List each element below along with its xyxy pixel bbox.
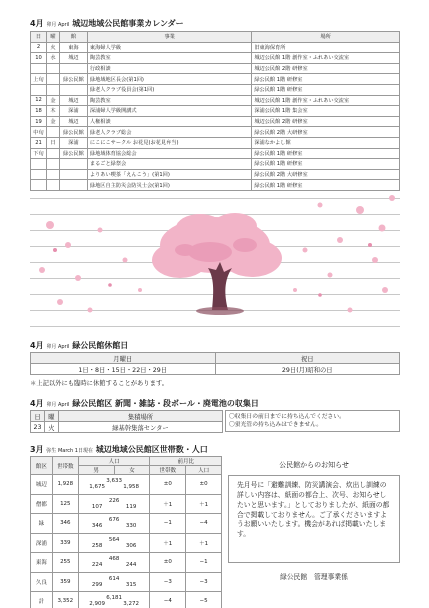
population-total: 614 xyxy=(108,575,120,582)
cell-place: 深浦なかよし館 xyxy=(252,137,400,148)
cell-population xyxy=(78,494,150,514)
header-female: 女 xyxy=(114,466,150,475)
cell-place: 深浦公民館 1階 集会室 xyxy=(252,106,400,117)
header-district: 館区 xyxy=(31,457,53,475)
cell-event: 人権相談 xyxy=(87,116,251,127)
cell-district: 緑 xyxy=(31,514,53,534)
cell-hall: 深浦 xyxy=(59,106,87,117)
cell-dow: 水 xyxy=(46,53,59,64)
collection-notes xyxy=(225,410,400,432)
cell-place: 緑公民館 2階 大研修室 xyxy=(252,169,400,180)
cell-hall: 城辺 xyxy=(59,116,87,127)
cell-population xyxy=(78,514,150,534)
calendar-row xyxy=(31,159,400,170)
population-male: 299 xyxy=(91,581,103,588)
cell-dow: 火 xyxy=(46,42,59,53)
calendar-row xyxy=(31,169,400,180)
population-title: 3月 弥生 March 1日現在 城辺地域公民館区世帯数・人口 xyxy=(30,445,208,454)
cell-event: 緑老人クラブ総会 xyxy=(87,127,251,138)
population-row xyxy=(31,553,222,573)
cell-hall xyxy=(59,159,87,170)
cell-place: 旧東海保育所 xyxy=(252,42,400,53)
cell-population xyxy=(78,475,150,495)
cell-day xyxy=(31,159,47,170)
cell-hall: 緑公民館 xyxy=(59,148,87,159)
cell-event: 緑地区自主防災会防災士会(第1回) xyxy=(87,180,251,191)
cell-population xyxy=(78,553,150,573)
cell-households: 346 xyxy=(52,514,78,534)
cell-households: 1,928 xyxy=(52,475,78,495)
calendar-title: 4月 卯月 April 城辺地域公民館事業カレンダー xyxy=(30,19,184,28)
cell-population xyxy=(78,533,150,553)
cell-hh-diff: −3 xyxy=(150,572,186,592)
population-male-female xyxy=(79,484,150,490)
header-dow: 曜 xyxy=(44,411,58,422)
calendar-row xyxy=(31,148,400,159)
population-total: 676 xyxy=(108,517,120,524)
cherry-tree-icon xyxy=(30,190,400,335)
closed-days-row xyxy=(31,364,400,375)
cell-day: 10 xyxy=(31,53,47,64)
cell-dow xyxy=(46,159,59,170)
cell-day: 18 xyxy=(31,106,47,117)
cell-dow: 木 xyxy=(46,106,59,117)
notice-panel xyxy=(228,460,400,581)
population-table xyxy=(30,456,222,608)
header-day: 日 xyxy=(31,411,45,422)
cell-event: 陶芸教室 xyxy=(87,95,251,106)
closed-days-table xyxy=(30,352,400,375)
population-male: 1,675 xyxy=(89,484,105,491)
cell-day: 12 xyxy=(31,95,47,106)
cell-pop-diff: −1 xyxy=(186,553,222,573)
cell-place: 緑公民館 1階 研修室 xyxy=(252,84,400,95)
cell-event: 陶芸教室 xyxy=(87,53,251,64)
cell-district: 僧都 xyxy=(31,494,53,514)
header-monday: 月曜日 xyxy=(31,353,216,364)
cell-hall: 緑公民館 xyxy=(59,127,87,138)
cell-hall: 東海 xyxy=(59,42,87,53)
cell-district: 計 xyxy=(31,592,53,608)
cell-hall: 深浦 xyxy=(59,137,87,148)
cell-pop-diff: −4 xyxy=(186,514,222,534)
population-total: 6,181 xyxy=(106,595,122,602)
cell-hall xyxy=(59,84,87,95)
cell-event: 行政相談 xyxy=(87,63,251,74)
cell-hall: 城辺 xyxy=(59,95,87,106)
population-total: 468 xyxy=(108,556,120,563)
cell-households: 339 xyxy=(52,533,78,553)
cell-hall: 緑公民館 xyxy=(59,74,87,85)
header-male: 男 xyxy=(78,466,114,475)
cell-households: 359 xyxy=(52,572,78,592)
calendar-row xyxy=(31,127,400,138)
cell-hh-diff: ＋1 xyxy=(150,494,186,514)
population-female: 1,958 xyxy=(123,484,139,491)
cell-population xyxy=(78,592,150,608)
population-male: 224 xyxy=(91,562,103,569)
header-event: 事業 xyxy=(87,32,251,43)
population-row xyxy=(31,572,222,592)
header-place: 場所 xyxy=(252,32,400,43)
calendar-row xyxy=(31,137,400,148)
calendar-header-row xyxy=(31,32,400,43)
population-male-female xyxy=(79,562,150,568)
cell-hh-diff: ±0 xyxy=(150,553,186,573)
collection-place: 緑基幹集落センター xyxy=(58,422,222,433)
cell-households: 125 xyxy=(52,494,78,514)
population-male: 346 xyxy=(91,523,103,530)
cell-day xyxy=(31,63,47,74)
population-total: 3,633 xyxy=(106,478,122,485)
cell-dow xyxy=(46,148,59,159)
collection-table xyxy=(30,410,223,433)
population-total: 564 xyxy=(108,536,120,543)
notice-signature: 緑公民館 管理事業係 xyxy=(280,573,348,581)
collection-header-row xyxy=(31,411,223,422)
header-vs-last-month: 前月比 xyxy=(150,457,222,466)
calendar-row xyxy=(31,116,400,127)
cell-place: 緑公民館 2階 大研修室 xyxy=(252,127,400,138)
notice-body: 先月号に「避難訓練、防災講演会、炊出し訓練の詳しい内容は、紙面の都合上、次号、お知らせしたいと思います。」としておりましたが、紙面の都合で掲載しておりません。ご了承くださいますようお願いいたします。機会があれば掲載いたします。 xyxy=(228,475,400,563)
population-row xyxy=(31,514,222,534)
calendar-row xyxy=(31,84,400,95)
population-total: 226 xyxy=(108,497,120,504)
cell-day xyxy=(31,169,47,180)
collection-note-1: 〇収集日の前日までに持ち込んでください。 xyxy=(229,414,345,420)
cell-event: 深浦婦人学級開講式 xyxy=(87,106,251,117)
collection-title: 4月 卯月 April 緑公民館区 新聞・雑誌・段ボール・廃電池の収集日 xyxy=(30,399,259,408)
holiday-dates: 29日(月)昭和の日 xyxy=(215,364,400,375)
population-male-female xyxy=(79,523,150,529)
cell-hh-diff: ＋1 xyxy=(150,533,186,553)
cell-households: 255 xyxy=(52,553,78,573)
header-hall: 館 xyxy=(59,32,87,43)
cell-day: 下旬 xyxy=(31,148,47,159)
population-female: 3,272 xyxy=(123,601,139,608)
header-day: 日 xyxy=(31,32,47,43)
population-row xyxy=(31,475,222,495)
cell-district: 城辺 xyxy=(31,475,53,495)
collection-day: 23 xyxy=(31,422,45,433)
cell-hall: 城辺 xyxy=(59,53,87,64)
cell-day: 上旬 xyxy=(31,74,47,85)
cell-pop-diff: ＋1 xyxy=(186,533,222,553)
cell-event: 緑地域地区長会(第1回) xyxy=(87,74,251,85)
cell-hh-diff: −4 xyxy=(150,592,186,608)
calendar-row xyxy=(31,53,400,64)
population-male-female xyxy=(79,504,150,510)
header-place: 集積場所 xyxy=(58,411,222,422)
event-calendar-table xyxy=(30,31,400,191)
cell-day: 19 xyxy=(31,116,47,127)
cell-district: 東海 xyxy=(31,553,53,573)
cell-district: 久良 xyxy=(31,572,53,592)
cell-dow: 金 xyxy=(46,95,59,106)
cell-place: 緑公民館 1階 研修室 xyxy=(252,74,400,85)
population-male: 107 xyxy=(91,503,103,510)
cell-place: 緑公民館 1階 研修室 xyxy=(252,148,400,159)
population-header-row-1 xyxy=(31,457,222,466)
closed-days-header-row xyxy=(31,353,400,364)
population-male-female xyxy=(79,582,150,588)
calendar-row xyxy=(31,42,400,53)
cell-district: 深浦 xyxy=(31,533,53,553)
population-female: 119 xyxy=(125,503,137,510)
header-pop-diff: 人口 xyxy=(186,466,222,475)
cell-place: 城辺公民館 2階 研修室 xyxy=(252,63,400,74)
cell-place: 城辺公民館 2階 研修室 xyxy=(252,116,400,127)
closed-days-title: 4月 卯月 April 緑公民館休館日 xyxy=(30,341,129,350)
cell-hall xyxy=(59,180,87,191)
population-row xyxy=(31,533,222,553)
cell-event: 東海婦人学級 xyxy=(87,42,251,53)
header-population: 人口 xyxy=(78,457,150,466)
cell-event: 緑老人クラブ役員会(第1回) xyxy=(87,84,251,95)
cell-households: 3,352 xyxy=(52,592,78,608)
notice-title: 公民館からのお知らせ xyxy=(279,461,349,469)
population-row xyxy=(31,494,222,514)
cell-pop-diff: −5 xyxy=(186,592,222,608)
cell-place: 城辺公民館 1階 創作室・ふれあい交流室 xyxy=(252,95,400,106)
header-households: 世帯数 xyxy=(52,457,78,475)
calendar-row xyxy=(31,63,400,74)
cell-dow xyxy=(46,63,59,74)
cell-dow: 日 xyxy=(46,137,59,148)
cell-event: 緑地域体育協会総会 xyxy=(87,148,251,159)
cell-event: よりあい喫茶「えんこう」(第1回) xyxy=(87,169,251,180)
population-male-female xyxy=(79,543,150,549)
cell-event: まるごと緑祭会 xyxy=(87,159,251,170)
population-female: 330 xyxy=(125,523,137,530)
cell-hall xyxy=(59,63,87,74)
cell-day xyxy=(31,180,47,191)
monday-dates: 1日・8日・15日・22日・29日 xyxy=(31,364,216,375)
cell-day: 21 xyxy=(31,137,47,148)
cell-dow xyxy=(46,180,59,191)
cell-day: 2 xyxy=(31,42,47,53)
population-row xyxy=(31,592,222,608)
cell-hall xyxy=(59,169,87,180)
cell-dow xyxy=(46,84,59,95)
calendar-row xyxy=(31,180,400,191)
cell-event: にこにこサークル お花見(お花見弁当) xyxy=(87,137,251,148)
cell-day: 中旬 xyxy=(31,127,47,138)
population-female: 306 xyxy=(125,542,137,549)
cell-pop-diff: ±0 xyxy=(186,475,222,495)
cell-hh-diff: −1 xyxy=(150,514,186,534)
cell-dow xyxy=(46,127,59,138)
calendar-row xyxy=(31,74,400,85)
collection-dow: 火 xyxy=(44,422,58,433)
population-female: 244 xyxy=(125,562,137,569)
header-dow: 曜 xyxy=(46,32,59,43)
cell-pop-diff: −3 xyxy=(186,572,222,592)
cell-dow xyxy=(46,74,59,85)
cell-dow xyxy=(46,169,59,180)
cell-hh-diff: ±0 xyxy=(150,475,186,495)
population-male-female xyxy=(79,601,150,607)
cell-day xyxy=(31,84,47,95)
header-hh-diff: 世帯数 xyxy=(150,466,186,475)
cell-dow: 金 xyxy=(46,116,59,127)
closed-days-note: ＊上記以外にも臨時に休館することがあります。 xyxy=(30,380,169,387)
population-male: 2,909 xyxy=(89,601,105,608)
cell-place: 緑公民館 1階 研修室 xyxy=(252,159,400,170)
collection-row xyxy=(31,422,223,433)
cell-place: 緑公民館 1階 研修室 xyxy=(252,180,400,191)
cell-population xyxy=(78,572,150,592)
cell-place: 城辺公民館 1階 創作室・ふれあい交流室 xyxy=(252,53,400,64)
calendar-row xyxy=(31,95,400,106)
header-holiday: 祝日 xyxy=(215,353,400,364)
calendar-row xyxy=(31,106,400,117)
cherry-blossom-illustration xyxy=(30,190,400,335)
collection-note-2: 〇蛍光管の持ち込みはできません。 xyxy=(229,422,323,429)
cell-pop-diff: ＋1 xyxy=(186,494,222,514)
population-female: 315 xyxy=(125,581,137,588)
population-male: 258 xyxy=(91,542,103,549)
